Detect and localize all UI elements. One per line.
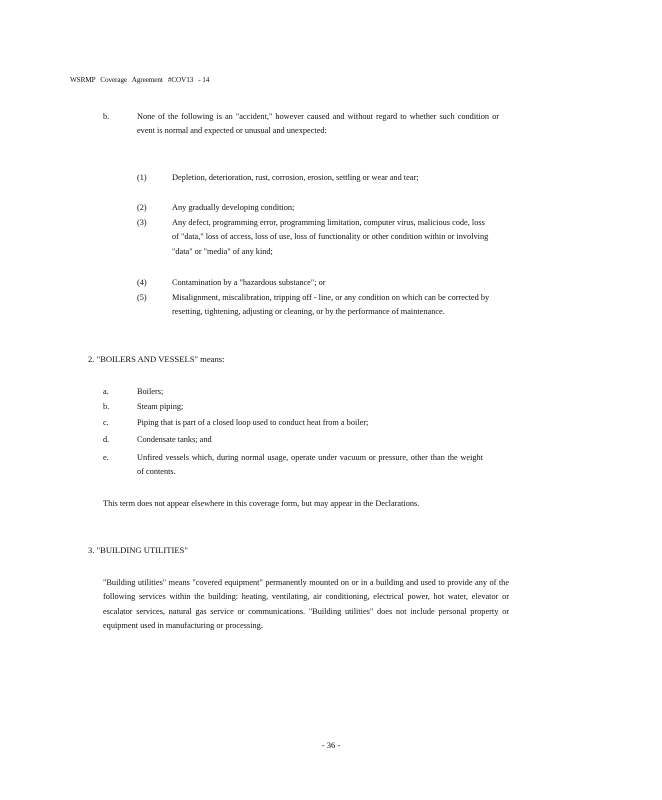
list-item-text: Any gradually developing condition; — [172, 203, 295, 212]
list-item-text: Unfired vessels which, during normal usage, operate under vacuum or pressure, other than the weight of contents. — [137, 453, 483, 477]
section-3-text: "Building utilities" means "covered equipment" permanently mounted on or in a building and used to provide any of the following services within the building: heating, ventilating, air conditioning, electrical power, hot water, elevator or escalator services, natural gas service or communications. "Building utilities" does not include personal property or equipment used in manufacturing or processing. — [103, 578, 509, 630]
list-item-text: Boilers; — [137, 387, 164, 396]
list-item-letter: a. — [103, 387, 109, 396]
list-item-letter: e. — [103, 453, 109, 462]
list-item-text: Steam piping; — [137, 402, 184, 411]
running-header: WSRMP Coverage Agreement #COV13 - 14 — [70, 76, 210, 84]
list-item-text: Any defect, programming error, programming limitation, computer virus, malicious code, loss of "data," loss of access, loss of use, loss of functionality or other condition within or involving "data" or "media" of any kind; — [172, 218, 489, 256]
section-2-title: 2. "BOILERS AND VESSELS" means: — [88, 354, 225, 364]
list-item-number: (2) — [137, 203, 147, 212]
section-b-label: b. — [103, 112, 110, 121]
list-item-text: Contamination by a "hazardous substance"; or — [172, 278, 326, 287]
list-item-text: Condensate tanks; and — [137, 435, 212, 444]
list-item-text: Piping that is part of a closed loop used to conduct heat from a boiler; — [137, 418, 369, 427]
list-item-number: (3) — [137, 218, 147, 227]
list-item-text: Misalignment, miscalibration, tripping off - line, or any condition on which can be corrected by resetting, tightening, adjusting or cleaning, or by the performance of maintenance. — [172, 293, 490, 317]
section-b-text: None of the following is an "accident," however caused and without regard to whether such condition or event is normal and expected or unusual and unexpected: — [137, 112, 499, 136]
list-item-letter: b. — [103, 402, 110, 411]
section-2-note: This term does not appear elsewhere in this coverage form, but may appear in the Declarations. — [103, 499, 420, 508]
list-item-letter: c. — [103, 418, 109, 427]
list-item-text: Depletion, deterioration, rust, corrosion, erosion, settling or wear and tear; — [172, 173, 419, 182]
list-item-number: (5) — [137, 293, 147, 302]
list-item-number: (1) — [137, 173, 147, 182]
section-3-title: 3. "BUILDING UTILITIES" — [88, 545, 188, 555]
list-item-number: (4) — [137, 278, 147, 287]
page-number: - 36 - — [321, 740, 341, 750]
list-item-letter: d. — [103, 435, 110, 444]
